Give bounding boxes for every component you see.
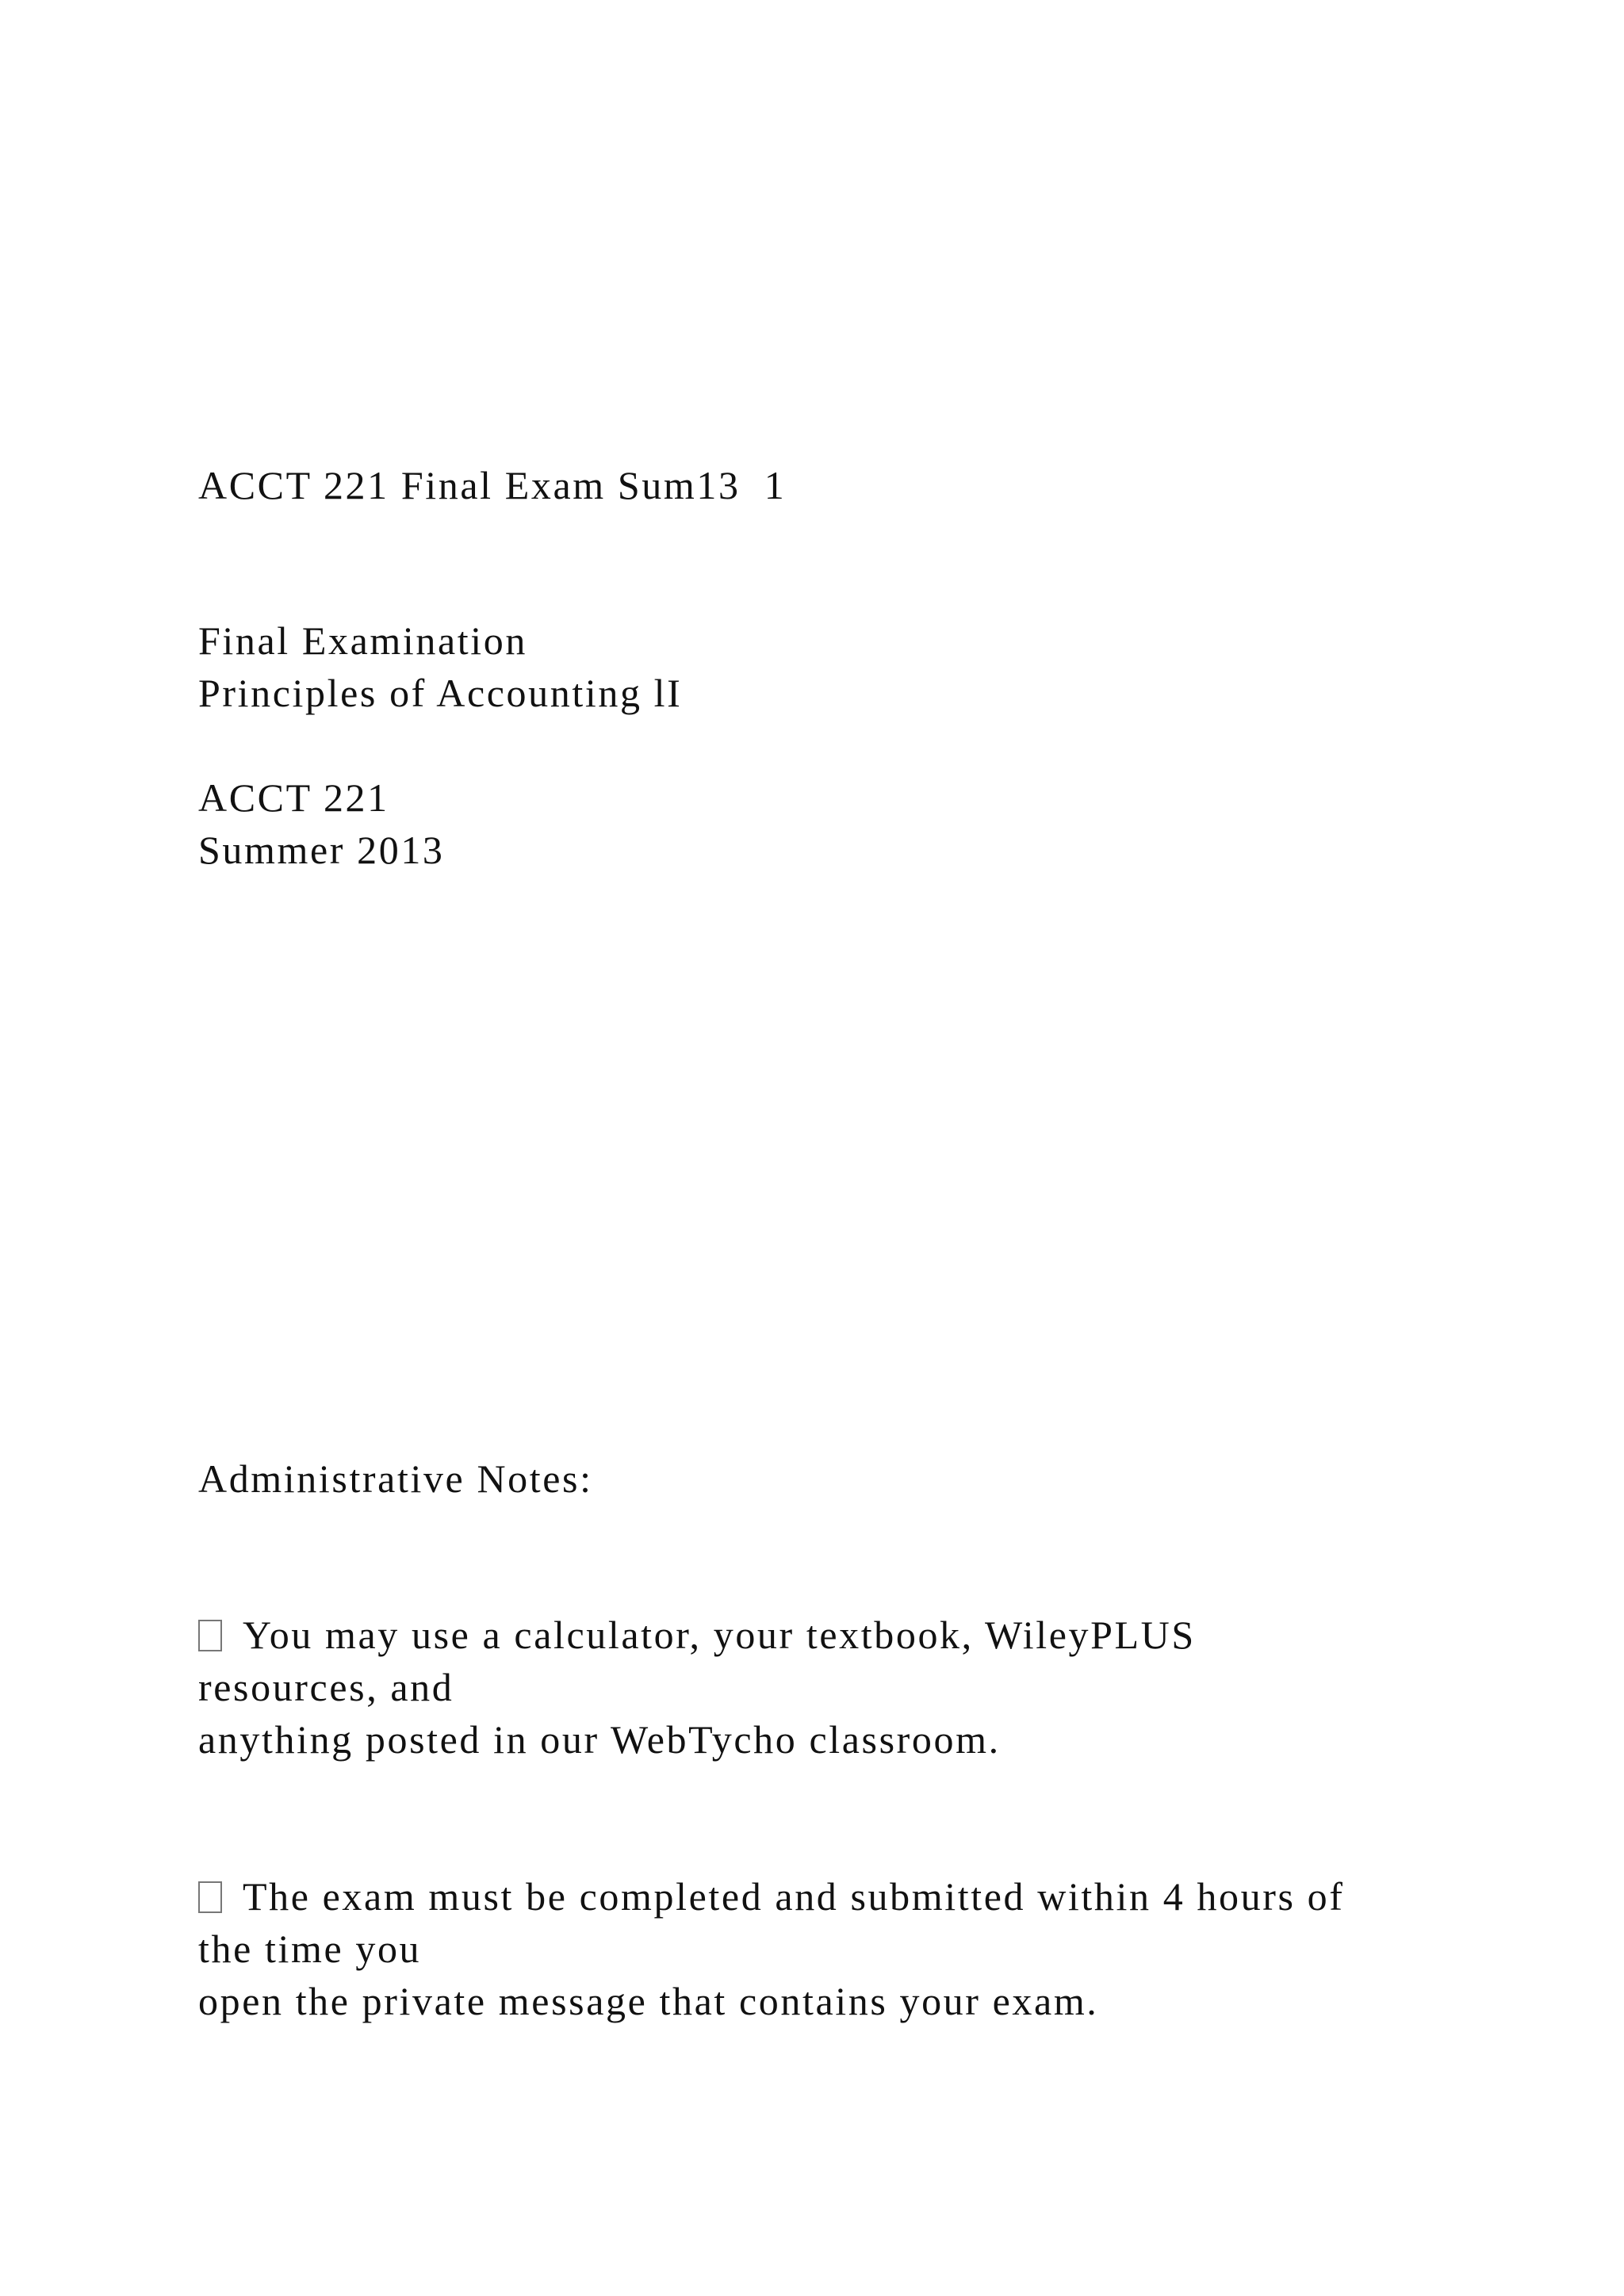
note-item-2-text-1: The exam must be completed and submitted within 4 hours of xyxy=(243,1874,1345,1919)
missing-glyph-box-icon xyxy=(198,1881,222,1913)
note-item-2-line-1 xyxy=(198,1874,1345,1919)
note-item-1-line-1 xyxy=(198,1615,1196,1655)
course-code: ACCT 221 xyxy=(198,775,389,820)
note-item-1-line-2: resources, and xyxy=(198,1665,454,1709)
header-course-line: ACCT 221 Final Exam Sum13 1 xyxy=(198,463,787,507)
note-item-2-line-2: the time you xyxy=(198,1927,422,1971)
note-item-1-line-3: anything posted in our WebTycho classroom. xyxy=(198,1717,1001,1762)
note-item-1-text-1: You may use a calculator, your textbook, WileyPLUS xyxy=(243,1613,1196,1657)
course-name: Principles of Accounting lI xyxy=(198,671,683,715)
exam-title: Final Examination xyxy=(198,618,527,663)
missing-glyph-box-icon xyxy=(198,1620,222,1651)
notes-heading: Administrative Notes: xyxy=(198,1456,593,1501)
note-item-2-line-3: open the private message that contains your exam. xyxy=(198,1979,1099,2023)
term: Summer 2013 xyxy=(198,828,445,872)
